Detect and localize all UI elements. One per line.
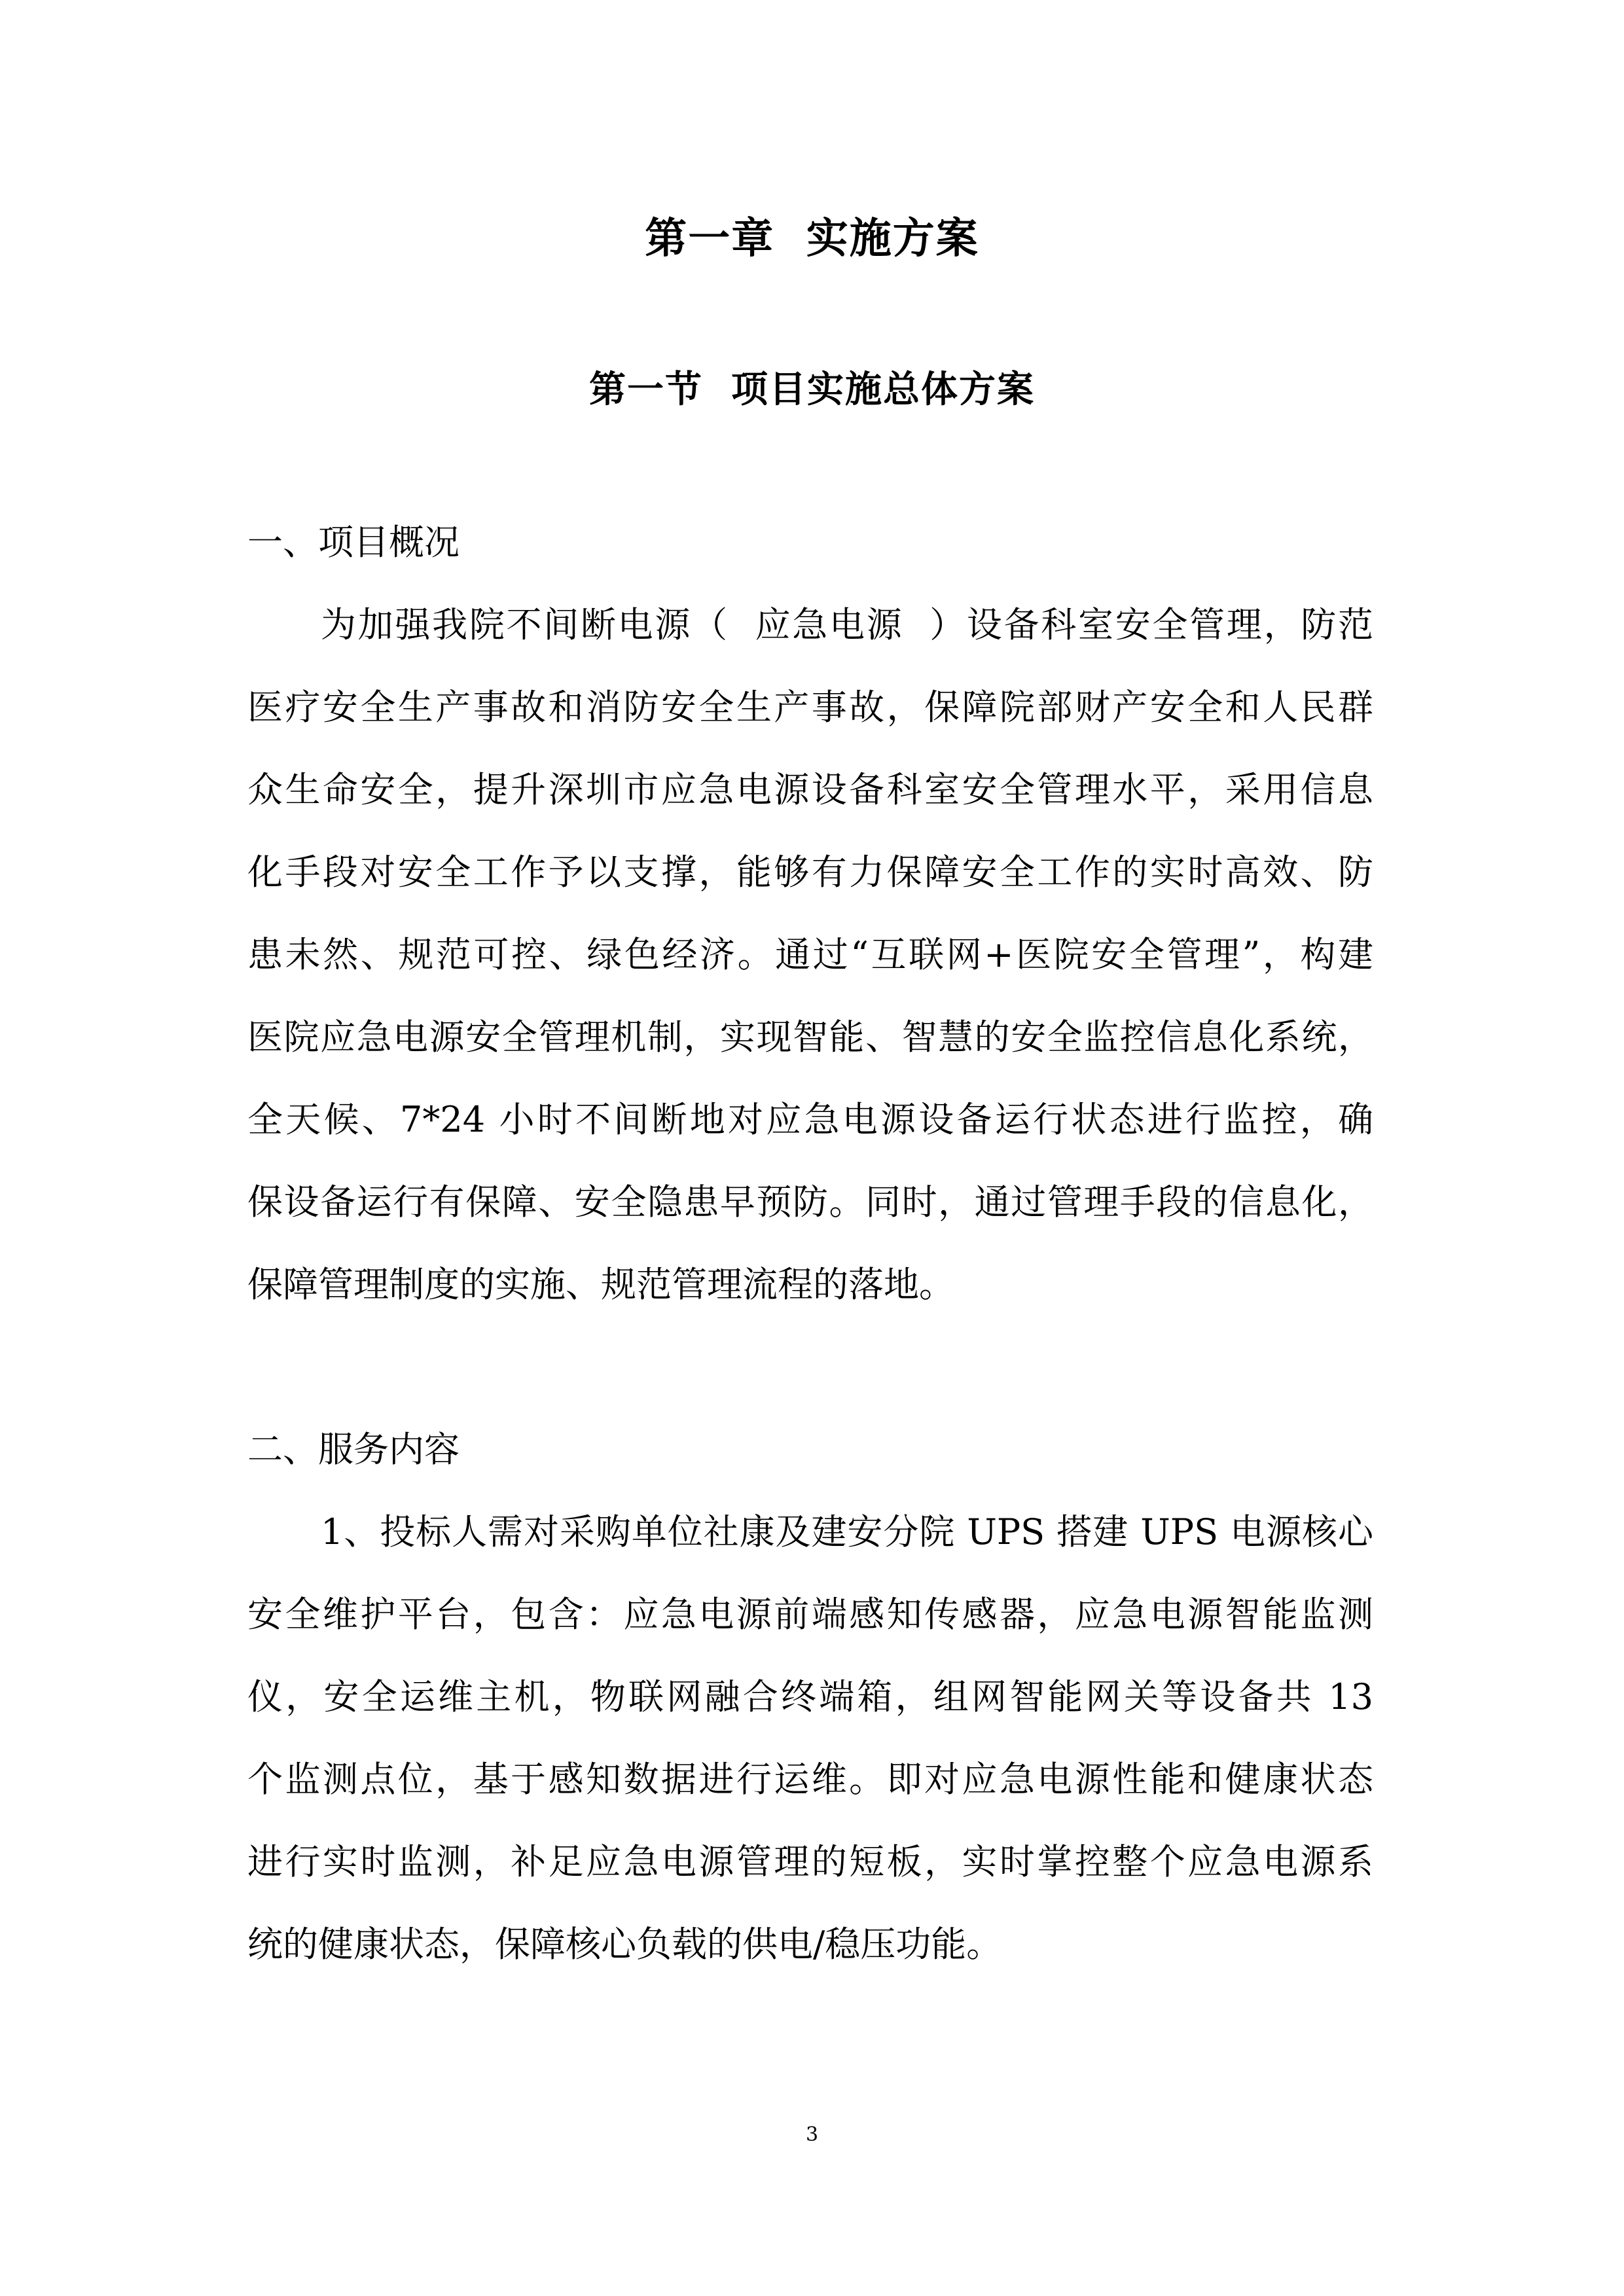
paragraph-line: 统的健康状态，保障核心负载的供电/稳压功能。 bbox=[247, 1924, 1002, 1965]
paragraph-line: 医疗安全生产事故和消防安全生产事故，保障院部财产安全和人民群 bbox=[247, 687, 1373, 728]
section-heading-overview: 一、项目概况 bbox=[247, 522, 460, 563]
paragraph-line: 患未然、规范可控、绿色经济。通过“互联网+医院安全管理”，构建 bbox=[247, 934, 1373, 975]
section-title: 第一节 项目实施总体方案 bbox=[589, 368, 1035, 411]
paragraph-line: 众生命安全，提升深圳市应急电源设备科室安全管理水平，采用信息 bbox=[247, 769, 1373, 810]
paragraph-line: 仪，安全运维主机，物联网融合终端箱，组网智能网关等设备共 13 bbox=[247, 1676, 1373, 1717]
paragraph-line: 化手段对安全工作予以支撑，能够有力保障安全工作的实时高效、防 bbox=[247, 852, 1373, 893]
section-heading-service-content: 二、服务内容 bbox=[247, 1429, 460, 1470]
paragraph-line: 为加强我院不间断电源（ 应急电源 ）设备科室安全管理，防范 bbox=[321, 604, 1373, 645]
paragraph-line: 1、投标人需对采购单位社康及建安分院 UPS 搭建 UPS 电源核心 bbox=[321, 1511, 1373, 1552]
paragraph-line: 进行实时监测，补足应急电源管理的短板，实时掌控整个应急电源系 bbox=[247, 1841, 1373, 1882]
paragraph-line: 全天候、7*24 小时不间断地对应急电源设备运行状态进行监控，确 bbox=[247, 1099, 1373, 1140]
paragraph-line: 保设备运行有保障、安全隐患早预防。同时，通过管理手段的信息化， bbox=[247, 1181, 1373, 1223]
page-number: 3 bbox=[805, 2123, 819, 2146]
chapter-title: 第一章 实施方案 bbox=[645, 214, 979, 263]
paragraph-line: 个监测点位，基于感知数据进行运维。即对应急电源性能和健康状态 bbox=[247, 1759, 1373, 1800]
paragraph-line: 保障管理制度的实施、规范管理流程的落地。 bbox=[247, 1264, 954, 1305]
paragraph-line: 医院应急电源安全管理机制，实现智能、智慧的安全监控信息化系统， bbox=[247, 1016, 1373, 1058]
paragraph-line: 安全维护平台，包含：应急电源前端感知传感器，应急电源智能监测 bbox=[247, 1594, 1373, 1635]
